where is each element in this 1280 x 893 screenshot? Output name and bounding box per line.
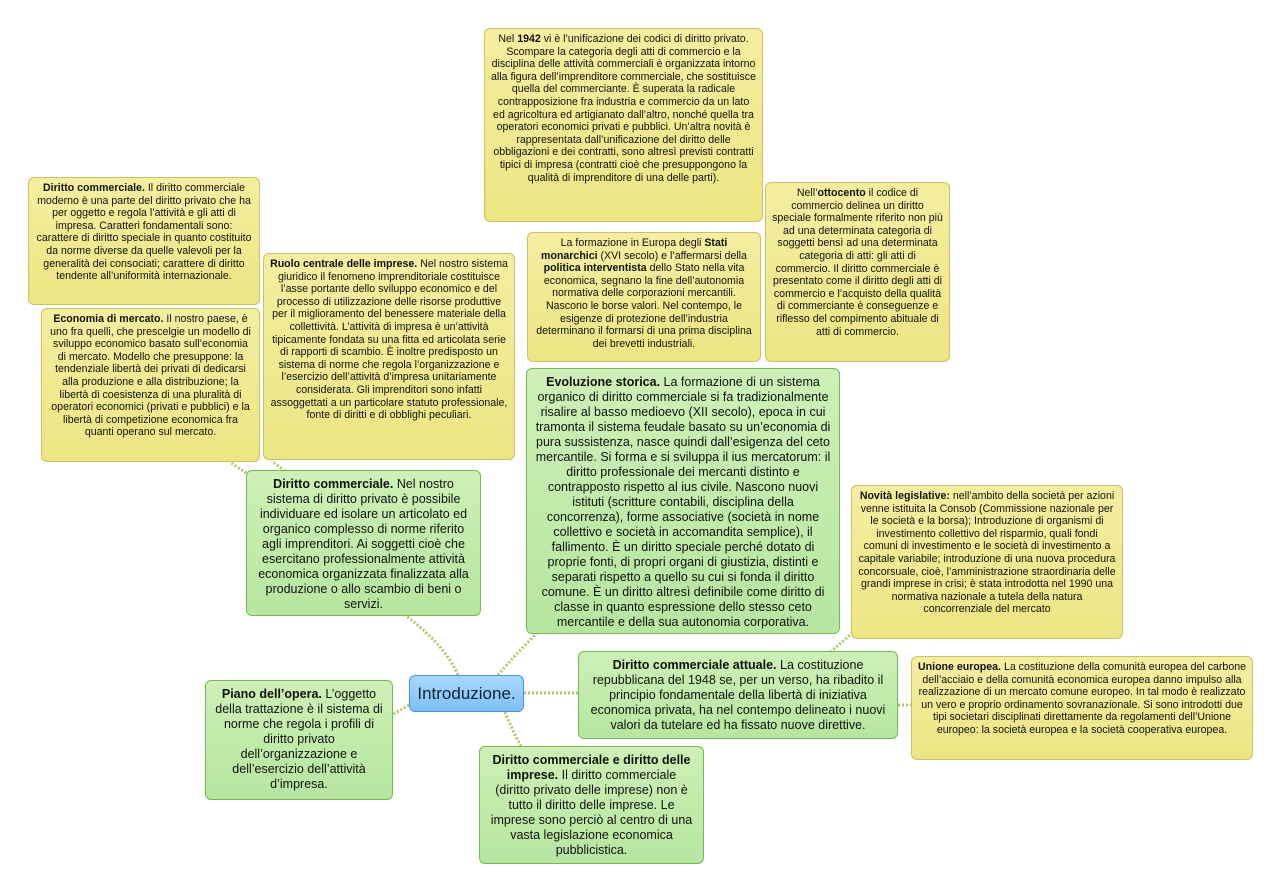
node-title: Diritto commerciale. (43, 182, 145, 194)
node-text: La formazione in Europa degli (560, 237, 705, 249)
node-text: Il diritto commerciale moderno è una parte del diritto privato che ha per oggetto e regola l’attività e gli atti di impresa. Caratteri fondamentali sono: carattere di diritto speciale in quanto costituito da norme diverse da quelle valevoli per la generalità dei consociati; carattere di diritto tendente all’uniformità internazionale. (36, 182, 252, 283)
node-text: La costituzione della comunità europea del carbone dell’acciaio e della comunità economica europea danno impulso alla realizzazione di un mercato comune europeo. In tal modo è realizzato un vero e proprio ordinamento sovranazionale. Si sono introdotti due tipi societari disciplinati direttamente da regolamenti dell’Unione europeo: la società europea e la società cooperativa europea. (918, 661, 1246, 736)
node-text: Nell’ (796, 187, 818, 199)
node-title: Diritto commerciale e diritto delle imprese. (492, 753, 691, 782)
node-unione-europea (911, 656, 1253, 760)
node-text: dello Stato nella vita economica, segnano la fine dell’autonomia normativa delle corporazioni mercantili. Nascono le borse valori. Nel contempo, le esigenze di protezione dell’industria determinano il formarsi di una prima disciplina dei brevetti industriali. (536, 262, 752, 350)
connector-central-evoluzione (498, 632, 538, 675)
node-bold-text: ottocento (817, 187, 866, 199)
node-text: Nel nostro sistema di diritto privato è possibile individuare ed isolare un articolato ed organico complesso di norme riferito agli imprenditori. Ai soggetti cioè che esercitano professionalmente attività economica organizzata finalizzata alla produzione o allo scambio di beni o servizi. (258, 477, 469, 611)
node-bold-text: Stati monarchici (541, 237, 728, 262)
node-bold-text: politica interventista (543, 262, 647, 275)
node-diritto-commerciale-sistema (246, 470, 481, 616)
node-novita-legislative (851, 485, 1123, 639)
node-title: Piano dell’opera. (221, 687, 322, 701)
node-title: Evoluzione storica. (546, 375, 661, 389)
node-title: Ruolo centrale delle imprese. (270, 258, 418, 270)
central-topic-introduzione[interactable]: Introduzione. (409, 675, 524, 712)
node-title: Diritto commerciale. (273, 477, 394, 491)
node-title: Unione europea. (918, 661, 1001, 673)
node-text: vi è l’unificazione dei codici di diritto privato. Scompare la categoria degli atti di commercio e la disciplina delle attività commerciali è organizzata intorno alla figura dell’imprenditore commerciale, che sostituisce quella del commerciante. È superata la radicale contrapposizione fra industria e commercio da un lato ed agricoltura ed artigianato dall’altro, nonché quella tra operatori economici privati e pubblici. Un’altra novità è rappresentata dall’unificazione del diritto delle obbligazioni e dei contratti, sono altresì previsti contratti tipici di impresa (contratti cioè che presuppongono la qualità di imprenditore di una delle parti). (491, 33, 756, 184)
node-text: Il nostro paese, è uno fra quelli, che prescelgie un modello di sviluppo economico basato sull’economia di mercato. Modello che presuppone: la tendenziale libertà dei privati di dedicarsi alla produzione e alla distribuzione; la libertà di coesistenza di una pluralità di operatori economici (privati e pubblici) e la libertà di competizione economica fra quanti operano sul mercato. (50, 313, 251, 439)
node-piano-opera (205, 680, 393, 800)
node-stati-monarchici (527, 232, 761, 362)
node-title: Diritto commerciale attuale. (612, 658, 777, 672)
node-text: nell’ambito della società per azioni venne istituita la Consob (Commissione nazionale per le società e la borsa); Introduzione di organismi di investimento collettivo del risparmio, quali fondi comuni di investimento e le società di investimento a capitale variabile; introduzione di una nuova procedura concorsuale, cioè, l’amministrazione straordinaria delle grandi imprese in crisi; è stata introdotta nel 1990 una normativa nazionale a tutela della natura concorrenziale del mercato (858, 490, 1116, 616)
node-text: La formazione di un sistema organico di diritto commerciale si fa tradizionalmente risalire al basso medioevo (XII secolo), epoca in cui tramonta il sistema feudale basato su un’economia di pura sussistenza, nasce quindi dall’esigenza del ceto mercantile. Si forma e si sviluppa il ius mercatorum: il diritto professionale dei mercanti distinto e contrapposto rispetto al ius civile. Nascono nuovi istituti (scritture contabili, disciplina della concorrenza), forme associative (società in nome collettivo e società in accomandita semplice), il fallimento. È un diritto speciale perché dotato di proprie fonti, di propri organi di giustizia, distinti e separati rispetto a quello su cui si fonda il diritto comune. È un diritto altresì definibile come diritto di classe in quanto espressione dello stesso ceto mercantile e della sua autonomia corporativa. (535, 375, 831, 629)
node-text: il codice di commercio delinea un diritto speciale formalmente riferito non più ad una determinata categoria di soggetti bensì ad una determinata categoria di atti: gli atti di commercio. Il diritto commerciale è presentato come il diritto degli atti di commercio e l’acquisto della qualità di commerciante è conseguenze e riflesso del compimento abituale di atti di commercio. (772, 187, 943, 338)
node-diritto-commerciale-attuale (578, 651, 898, 739)
node-text: Il diritto commerciale (diritto privato delle imprese) non è tutto il diritto delle imprese. Le imprese sono perciò al centro di una vasta legislazione economica pubblicistica. (490, 768, 693, 857)
node-unificazione-1942 (484, 28, 763, 222)
node-text: Nel nostro sistema giuridico il fenomeno imprenditoriale costituisce l’asse portante dello sviluppo economico e del processo di utilizzazione delle risorse produttive per il miglioramento del benessere materiale della collettività. L’attività di impresa è un’attività tipicamente fondata su una fitta ed articolata serie di rapporti di scambio. È inoltre predisposto un sistema di norme che regola l’organizzazione e l’esercizio dell’attività d’impresa unitariamente considerata. Gli imprenditori sono infatti assoggettati a un particolare statuto professionale, fonte di diritti e di obblighi peculiari. (270, 258, 508, 422)
node-evoluzione-storica (526, 368, 840, 634)
node-bold-text: 1942 (517, 33, 541, 45)
node-text: L’oggetto della trattazione è il sistema di norme che regola i profili di diritto privato dell’organizzazione e dell’esercizio dell’attività d’impresa. (215, 687, 383, 791)
node-ottocento (765, 182, 950, 362)
node-economia-mercato (41, 308, 260, 462)
node-ruolo-imprese (263, 253, 515, 460)
node-text: La costituzione repubblicana del 1948 se, per un verso, ha ribadito il principio fondamentale della libertà di iniziativa economica privata, ha nel contempo delineato i nuovi valori da tutelare ed ha fissato nuove direttive. (590, 658, 886, 732)
node-text: (XVI secolo) e l’affermarsi della (597, 249, 747, 262)
connector-central-imprese (505, 712, 522, 748)
node-title: Novità legislative: (859, 490, 950, 502)
node-diritto-imprese (479, 746, 704, 864)
node-title: Economia di mercato. (53, 313, 164, 325)
node-text: Nel (498, 33, 518, 45)
node-diritto-commerciale-definizione (28, 177, 260, 305)
connector-central-diritto-commerciale (405, 615, 458, 675)
connector-central-piano (392, 705, 409, 715)
